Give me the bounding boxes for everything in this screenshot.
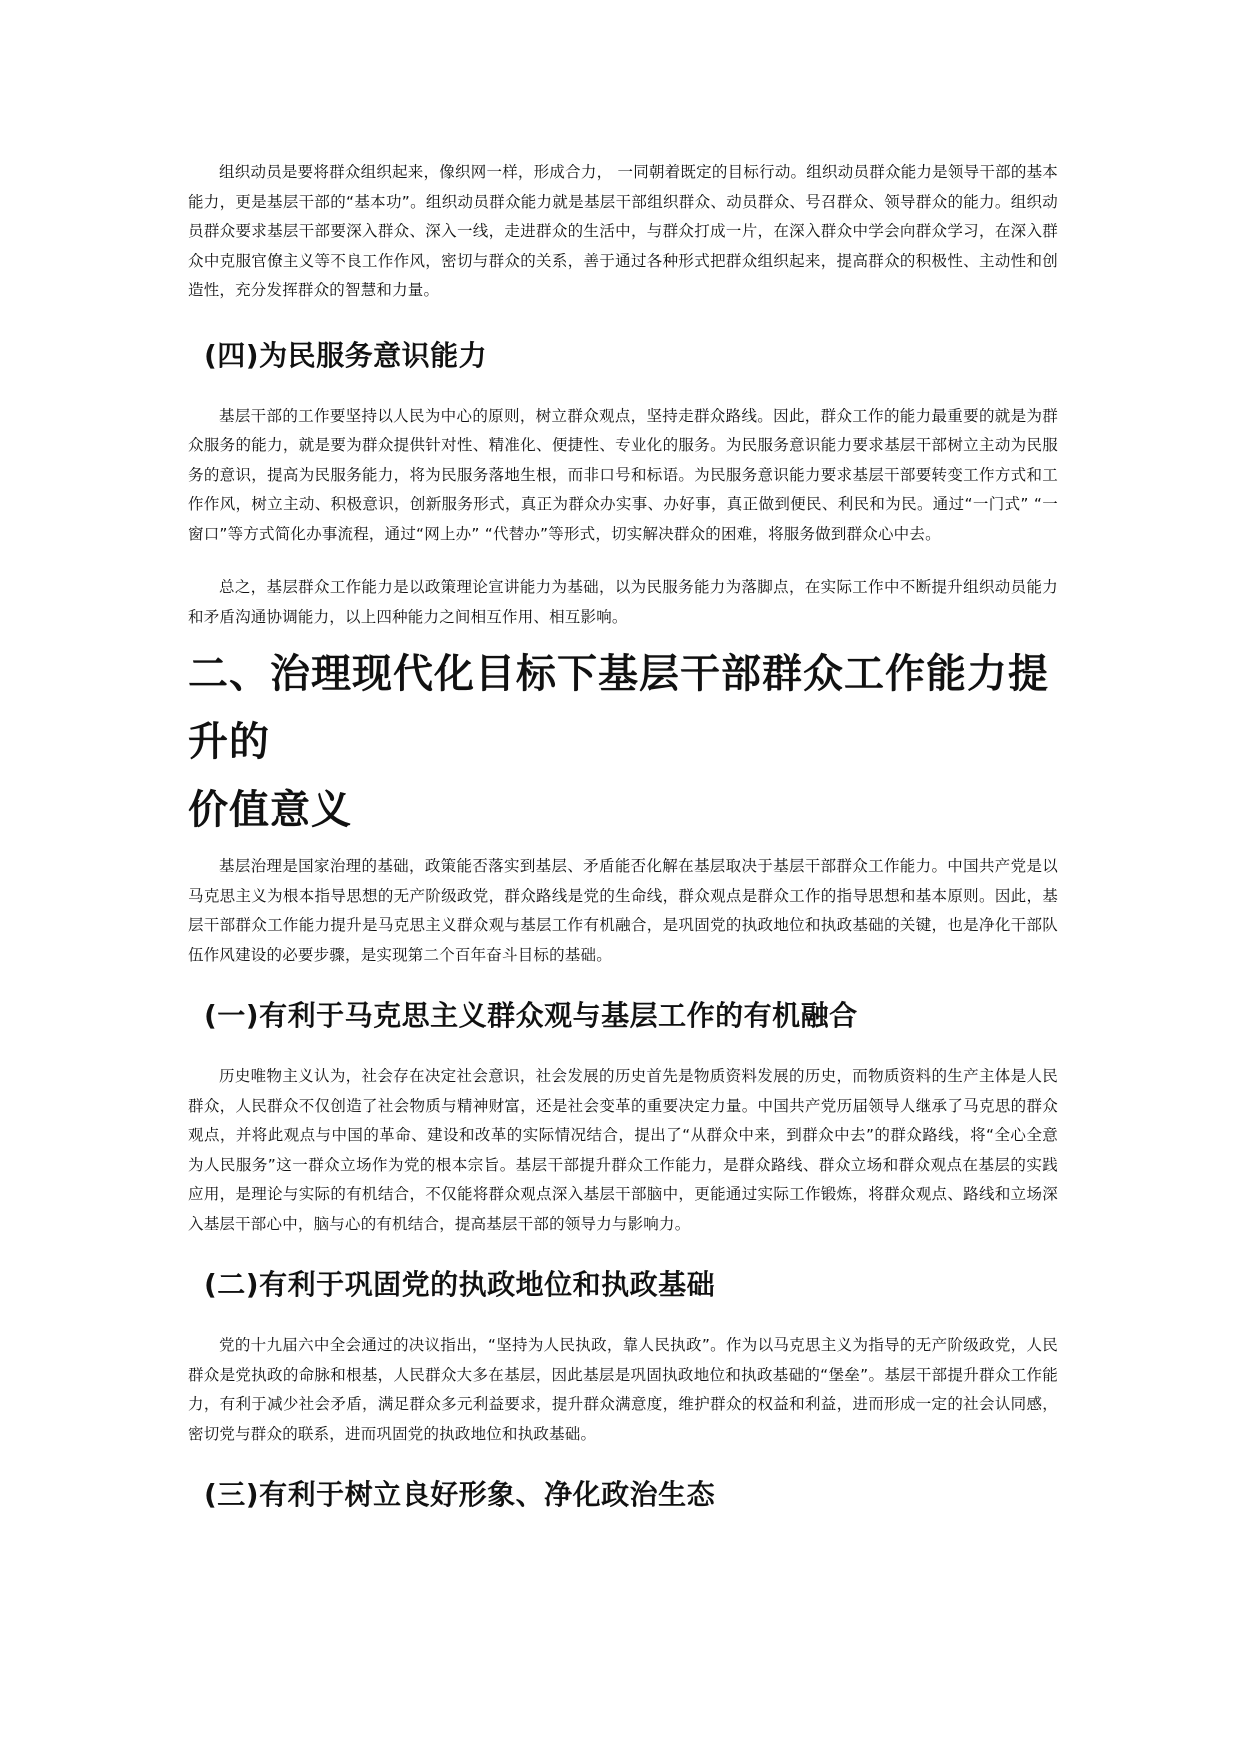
paragraph-sixth-plenum: 党的十九届六中全会通过的决议指出，“坚持为人民执政，靠人民执政”。作为以马克思主义为指导的无产阶级政党，人民群众是党执政的命脉和根基，人民群众大多在基层，因此基层是巩固执政地位和执政基础的“堡垒”。基层干部提升群众工作能力，有利于减少社会矛盾，满足群众多元利益要求，提升群众满意度，维护群众的权益和利益，进而形成一定的社会认同感，密切党与群众的联系，进而巩固党的执政地位和执政基础。 bbox=[188, 1336, 1058, 1443]
section-heading-value-significance bbox=[188, 640, 1058, 844]
paragraph-service-awareness: 基层干部的工作要坚持以人民为中心的原则，树立群众观点，坚持走群众路线。因此，群众工作的能力最重要的就是为群众服务的能力，就是要为群众提供针对性、精准化、便捷性、专业化的服务。为民服务意识能力要求基层干部树立主动为民服务的意识，提高为民服务能力，将为民服务落地生根，而非口号和标语。为民服务意识能力要求基层干部要转变工作方式和工作作风，树立主动、积极意识，创新服务形式，真正为群众办实事、办好事，真正做到便民、利民和为民。通过“一门式” “一窗口”等方式简化办事流程，通过“网上办” “代替办”等形式，切实解决群众的困难，将服务做到群众心中去。 bbox=[188, 406, 1058, 543]
subheading-good-image: (三)有利于树立良好形象、净化政治生态 bbox=[204, 1478, 716, 1511]
paragraph-summary: 总之，基层群众工作能力是以政策理论宣讲能力为基础，以为民服务能力为落脚点，在实际工作中不断提升组织动员能力和矛盾沟通协调能力，以上四种能力之间相互作用、相互影响。 bbox=[188, 578, 1058, 626]
paragraph-historical-materialism: 历史唯物主义认为，社会存在决定社会意识，社会发展的历史首先是物质资料发展的历史，而物质资料的生产主体是人民群众，人民群众不仅创造了社会物质与精神财富，还是社会变革的重要决定力量。中国共产党历届领导人继承了马克思的群众观点，并将此观点与中国的革命、建设和改革的实际情况结合，提出了“从群众中来，到群众中去”的群众路线，将“全心全意为人民服务”这一群众立场作为党的根本宗旨。基层干部提升群众工作能力，是群众路线、群众立场和群众观点在基层的实践应用，是理论与实际的有机结合，不仅能将群众观点深入基层干部脑中，更能通过实际工作锻炼，将群众观点、路线和立场深入基层干部心中，脑与心的有机结合，提高基层干部的领导力与影响力。 bbox=[188, 1067, 1058, 1233]
subheading-marxist-mass-view: (一)有利于马克思主义群众观与基层工作的有机融合 bbox=[204, 999, 858, 1032]
paragraph-organize-mobilize: 组织动员是要将群众组织起来，像织网一样，形成合力， 一同朝着既定的目标行动。组织动员群众能力是领导干部的基本能力，更是基层干部的“基本功”。组织动员群众能力就是基层干部组织群众、动员群众、号召群众、领导群众的能力。组织动员群众要求基层干部要深入群众、深入一线，走进群众的生活中，与群众打成一片，在深入群众中学会向群众学习，在深入群众中克服官僚主义等不良工作作风，密切与群众的关系，善于通过各种形式把群众组织起来，提高群众的积极性、主动性和创造性，充分发挥群众的智慧和力量。 bbox=[188, 163, 1058, 299]
subheading-service-awareness: (四)为民服务意识能力 bbox=[204, 338, 488, 372]
section-heading-line-2: 价值意义 bbox=[188, 787, 352, 833]
paragraph-grassroots-governance: 基层治理是国家治理的基础，政策能否落实到基层、矛盾能否化解在基层取决于基层干部群众工作能力。中国共产党是以马克思主义为根本指导思想的无产阶级政党，群众路线是党的生命线，群众观点是群众工作的指导思想和基本原则。因此，基层干部群众工作能力提升是马克思主义群众观与基层工作有机融合，是巩固党的执政地位和执政基础的关键，也是净化干部队伍作风建设的必要步骤，是实现第二个百年奋斗目标的基础。 bbox=[188, 857, 1058, 964]
document-body bbox=[188, 158, 1058, 1515]
section-heading-line-1: 二、治理现代化目标下基层干部群众工作能力提升的 bbox=[188, 651, 1049, 765]
subheading-ruling-position: (二)有利于巩固党的执政地位和执政基础 bbox=[204, 1268, 716, 1301]
